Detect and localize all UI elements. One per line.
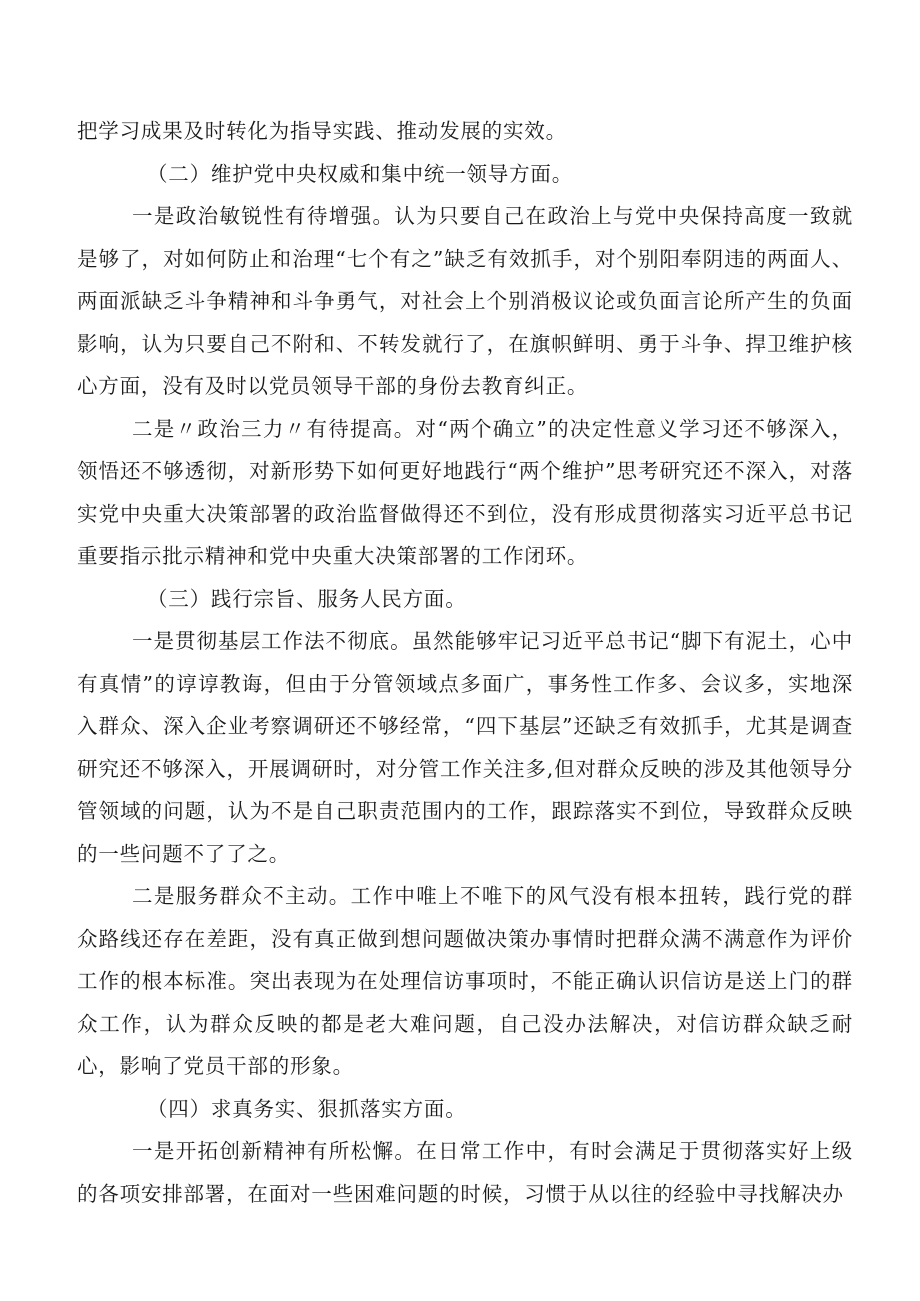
paragraph-grassroots-method: 一是贯彻基层工作法不彻底。虽然能够牢记习近平总书记“脚下有泥土，心中有真情”的谆谆教诲，但由于分管领域点多面广，事务性工作多、会议多，实地深入群众、深入企业考察调研还不够经常，“四下基层”还缺乏有效抓手，尤其是调查研究还不够深入，开展调研时，对分管工作关注多,但对群众反映的涉及其他领导分管领域的问题，认为不是自己职责范围内的工作，跟踪落实不到位，导致群众反映的一些问题不了了之。 bbox=[77, 629, 853, 866]
paragraph-innovation-spirit: 一是开拓创新精神有所松懈。在日常工作中，有时会满足于贯彻落实好上级的各项安排部署，在面对一些困难问题的时候，习惯于从以往的经验中寻找解决办 bbox=[77, 1139, 853, 1206]
paragraph-political-three-abilities: 二是〃政治三力〃有待提高。对“两个确立”的决定性意义学习还不够深入，领悟还不够透彻，对新形势下如何更好地践行“两个维护”思考研究还不深入，对落实党中央重大决策部署的政治监督做得还不到位，没有形成贯彻落实习近平总书记重要指示批示精神和党中央重大决策部署的工作闭环。 bbox=[77, 416, 853, 568]
paragraph-serving-masses: 二是服务群众不主动。工作中唯上不唯下的风气没有根本扭转，践行党的群众路线还存在差距，没有真正做到想问题做决策办事情时把群众满不满意作为评价工作的根本标准。突出表现为在处理信访事项时，不能正确认识信访是送上门的群众工作，认为群众反映的都是老大难问题，自己没办法解决，对信访群众缺乏耐心，影响了党员干部的形象。 bbox=[77, 884, 853, 1078]
paragraph-continuation: 把学习成果及时转化为指导实践、推动发展的实效。 bbox=[77, 119, 567, 143]
section-heading-3: （三）践行宗旨、服务人民方面。 bbox=[147, 586, 467, 611]
document-body bbox=[77, 110, 853, 1215]
section-heading-2: （二）维护党中央权威和集中统一领导方面。 bbox=[147, 161, 573, 186]
paragraph-political-sensitivity: 一是政治敏锐性有待增强。认为只要自己在政治上与党中央保持高度一致就是够了，对如何防止和治理“七个有之”缺乏有效抓手，对个别阳奉阴违的两面人、两面派缺乏斗争精神和斗争勇气，对社会上个别消极议论或负面言论所产生的负面影响，认为只要自己不附和、不转发就行了，在旗帜鲜明、勇于斗争、捍卫维护核心方面，没有及时以党员领导干部的身份去教育纠正。 bbox=[77, 204, 853, 398]
section-heading-4: （四）求真务实、狠抓落实方面。 bbox=[147, 1096, 467, 1121]
